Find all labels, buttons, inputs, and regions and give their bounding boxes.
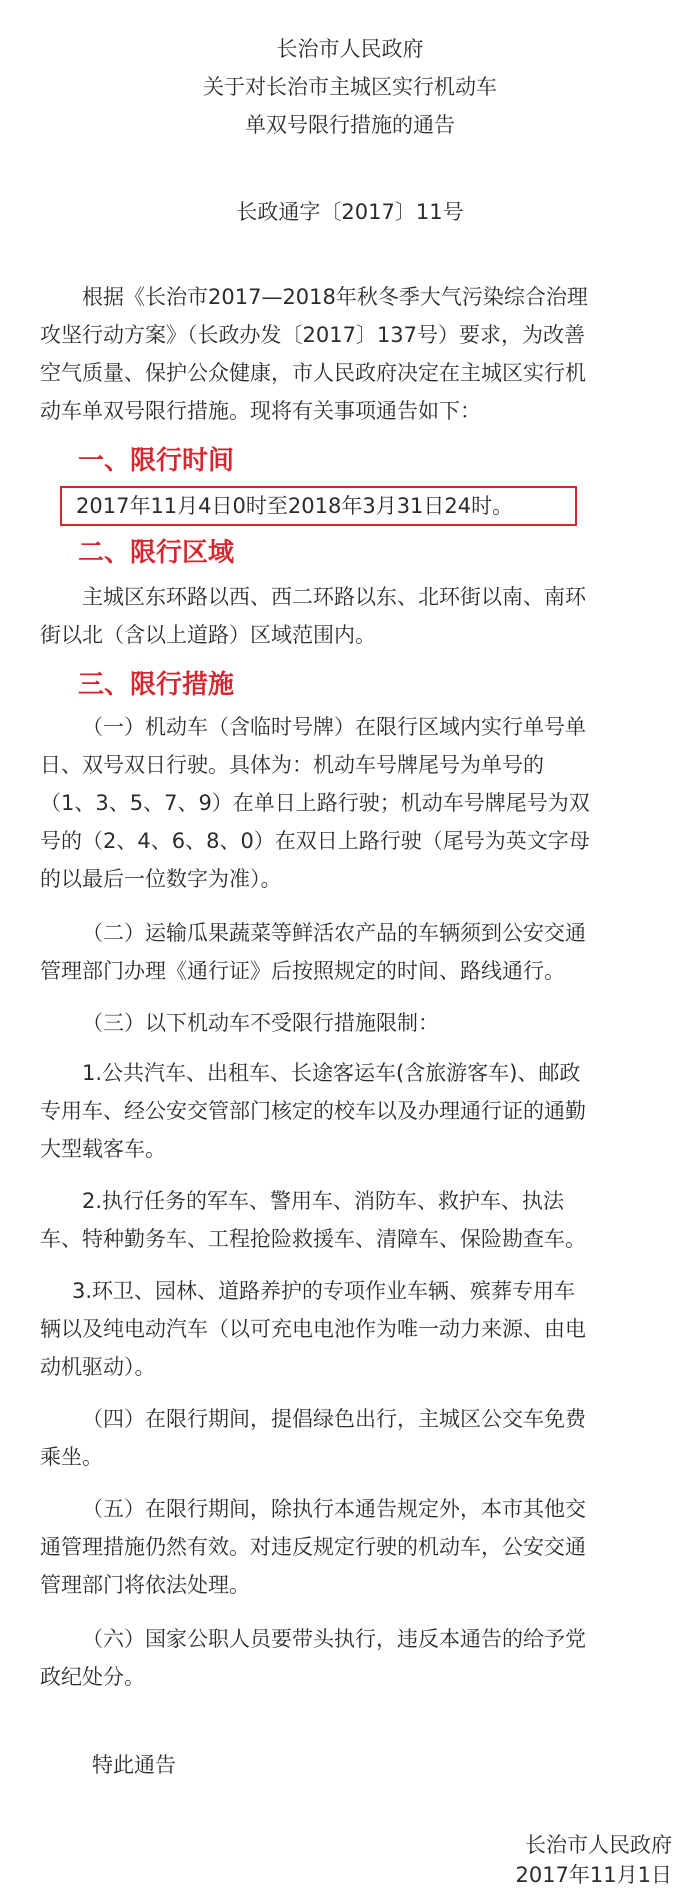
section-2-heading: 二、限行区域 — [78, 538, 235, 568]
section-3-line: 号的（2、4、6、8、0）在双日上路行驶（尾号为英文字母 — [40, 829, 590, 853]
section-2-line-1: 主城区东环路以西、西二环路以东、北环街以南、南环 — [82, 585, 586, 609]
section-3-line: 1.公共汽车、出租车、长途客运车(含旅游客车)、邮政 — [82, 1061, 581, 1085]
section-3-line: 日、双号双日行驶。具体为：机动车号牌尾号为单号的 — [40, 753, 544, 777]
section-3-line: 辆以及纯电动汽车（以可充电电池作为唯一动力来源、由电 — [40, 1317, 586, 1341]
section-3-line: 2.执行任务的军车、警用车、消防车、救护车、执法 — [82, 1189, 565, 1213]
section-3-line: （五）在限行期间，除执行本通告规定外，本市其他交 — [82, 1497, 586, 1521]
intro-line-3: 空气质量、保护公众健康，市人民政府决定在主城区实行机 — [40, 361, 586, 385]
section-3-line: 通管理措施仍然有效。对违反规定行驶的机动车，公安交通 — [40, 1535, 586, 1559]
section-3-line: （六）国家公职人员要带头执行，违反本通告的给予党 — [82, 1627, 586, 1651]
title-line-3: 单双号限行措施的通告 — [245, 113, 455, 137]
intro-line-1: 根据《长治市2017—2018年秋冬季大气污染综合治理 — [82, 285, 588, 309]
section-3-line: 的以最后一位数字为准）。 — [40, 867, 282, 891]
section-3-line: 动机驱动）。 — [40, 1355, 156, 1379]
section-3-heading: 三、限行措施 — [78, 670, 235, 700]
section-3-line: （四）在限行期间，提倡绿色出行，主城区公交车免费 — [82, 1407, 586, 1431]
section-1-heading: 一、限行时间 — [78, 446, 235, 476]
section-3-line: 政纪处分。 — [40, 1665, 145, 1689]
section-2-line-2: 街以北（含以上道路）区域范围内。 — [40, 623, 376, 647]
intro-line-2: 攻坚行动方案》（长政办发〔2017〕137号）要求，为改善 — [40, 323, 586, 347]
section-3-line: 管理部门将依法处理。 — [40, 1573, 250, 1597]
section-3-line: 车、特种勤务车、工程抢险救援车、清障车、保险勘查车。 — [40, 1227, 586, 1251]
section-3-line: （三）以下机动车不受限行措施限制： — [82, 1011, 439, 1035]
section-3-line: 管理部门办理《通行证》后按照规定的时间、路线通行。 — [40, 959, 565, 983]
title-line-1: 长治市人民政府 — [276, 37, 424, 61]
title-line-2: 关于对长治市主城区实行机动车 — [203, 75, 497, 99]
section-3-line: （二）运输瓜果蔬菜等鲜活农产品的车辆须到公安交通 — [82, 921, 586, 945]
closing-text: 特此通告 — [92, 1753, 176, 1777]
section-3-line: （1、3、5、7、9）在单日上路行驶；机动车号牌尾号为双 — [40, 791, 590, 815]
section-3-line: 大型载客车。 — [40, 1137, 166, 1161]
doc-number: 长政通字〔2017〕11号 — [236, 200, 464, 224]
section-3-line: 专用车、经公安交管部门核定的校车以及办理通行证的通勤 — [40, 1099, 586, 1123]
section-3-line: 3.环卫、园林、道路养护的专项作业车辆、殡葬专用车 — [72, 1279, 576, 1303]
section-3-line: （一）机动车（含临时号牌）在限行区域内实行单号单 — [82, 715, 586, 739]
section-3-line: 乘坐。 — [40, 1445, 103, 1469]
section-1-text: 2017年11月4日0时至2018年3月31日24时。 — [76, 494, 514, 518]
signature-date: 2017年11月1日 — [515, 1863, 672, 1887]
intro-line-4: 动车单双号限行措施。现将有关事项通告如下： — [40, 399, 481, 423]
signature-org: 长治市人民政府 — [525, 1833, 672, 1857]
